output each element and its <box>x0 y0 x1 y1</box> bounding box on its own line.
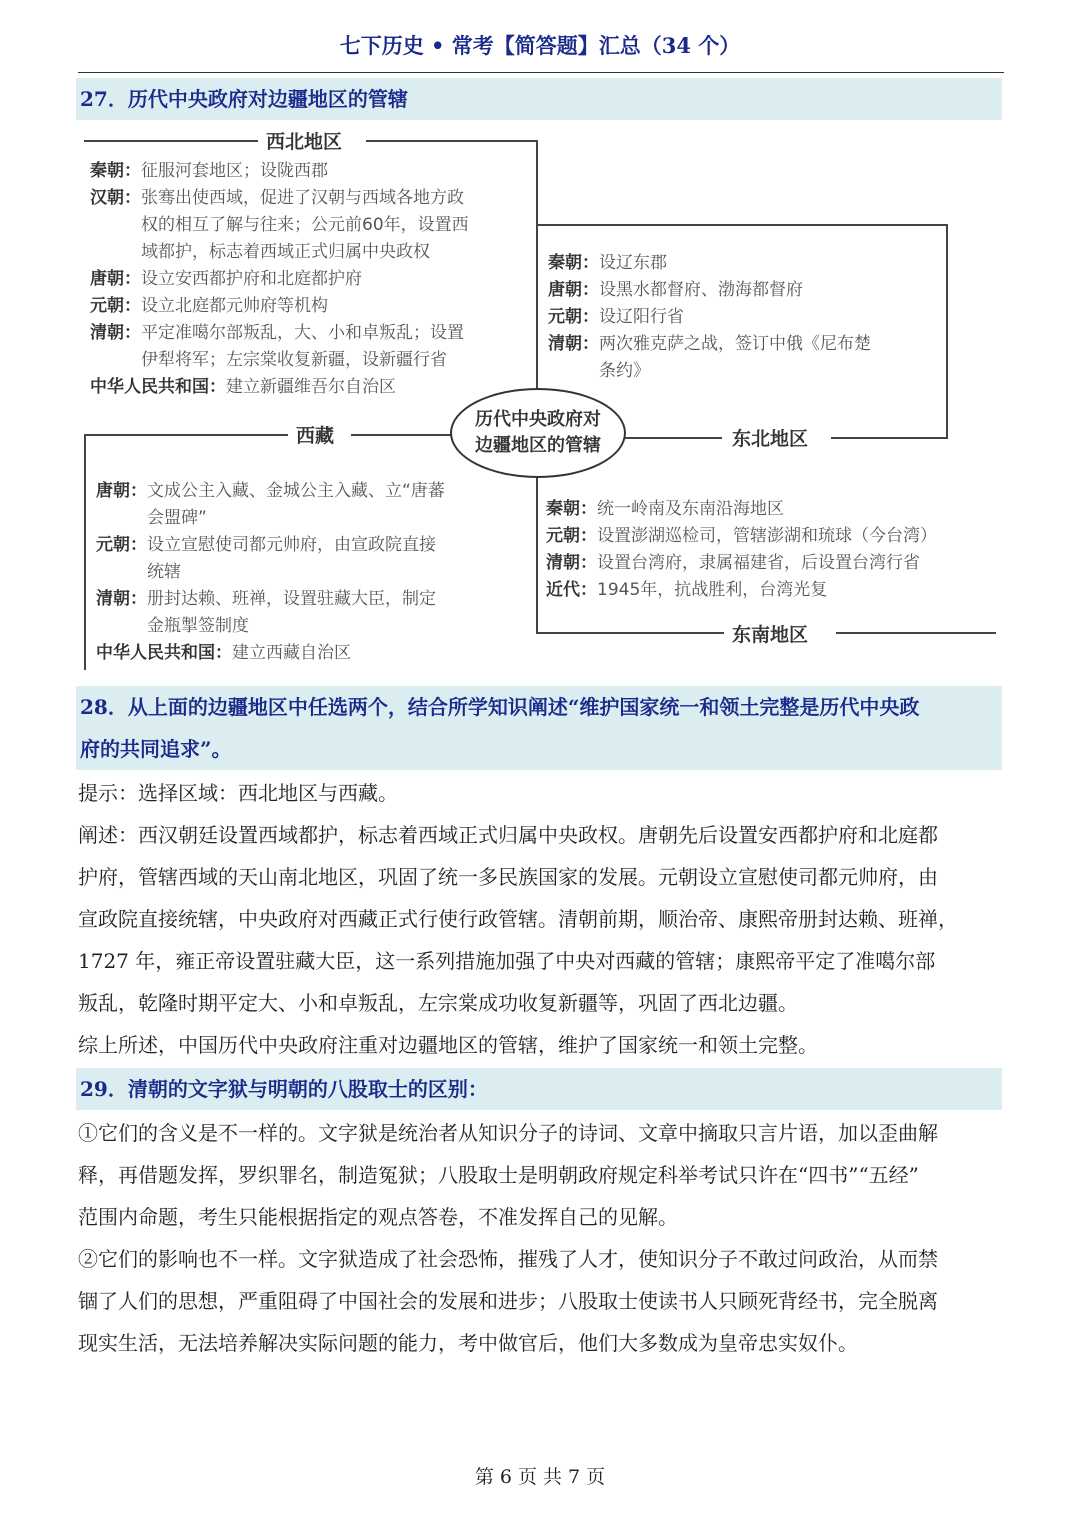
nw-entry: 权的相互了解与往来；公元前60年，设置西 <box>90 215 469 235</box>
region-label-northwest: 西北地区 <box>258 127 350 154</box>
ne-entry: 唐朝：设黑水都督府、渤海都督府 <box>548 280 803 300</box>
question-28-title <box>76 686 1002 770</box>
ne-top-line <box>536 224 946 226</box>
northeast-entries <box>548 250 938 385</box>
answer-line: 现实生活，无法培养解决实际问题的能力，考中做官后，他们大多数成为皇帝忠实奴仆。 <box>78 1331 858 1355</box>
center-to-ne-line <box>622 437 722 439</box>
page-header-title: 七下历史 • 常考【简答题】汇总（34 个） <box>339 33 741 58</box>
tibet-vertical-line <box>84 434 86 670</box>
tibet-entries <box>96 478 526 667</box>
answer-line: 宣政院直接统辖，中央政府对西藏正式行使行政管辖。清朝前期，顺治帝、康熙帝册封达赖、班禅， <box>78 907 958 931</box>
tibet-entry: 金瓶掣签制度 <box>96 616 249 636</box>
frontier-mindmap <box>76 124 1006 672</box>
nw-entry: 域都护，标志着西域正式归属中央政权 <box>90 242 430 262</box>
se-entry: 秦朝：统一岭南及东南沿海地区 <box>546 499 784 519</box>
answer-line: 护府，管辖西域的天山南北地区，巩固了统一多民族国家的发展。元朝设立宣慰使司都元帅府，由 <box>78 865 938 889</box>
tibet-entry: 唐朝：文成公主入藏、金城公主入藏、立“唐蕃 <box>96 481 445 501</box>
question-28-title-line1: 28．从上面的边疆地区中任选两个，结合所学知识阐述“维护国家统一和领土完整是历代中央政 <box>80 695 920 719</box>
tibet-entry: 中华人民共和国：建立西藏自治区 <box>96 643 351 663</box>
tibet-right-line <box>351 434 451 436</box>
region-label-southeast: 东南地区 <box>724 620 816 647</box>
nw-top-line-right <box>366 140 536 142</box>
nw-entry: 元朝：设立北庭都元帅府等机构 <box>90 296 328 316</box>
question-29-title: 29．清朝的文字狱与明朝的八股取士的区别： <box>76 1068 1002 1110</box>
nw-entry: 伊犁将军；左宗棠收复新疆，设新疆行省 <box>90 350 447 370</box>
answer-line: 提示：选择区域：西北地区与西藏。 <box>78 781 398 805</box>
se-connector <box>536 472 538 634</box>
ne-right-line <box>946 224 948 438</box>
answer-line: 锢了人们的思想，严重阻碍了中国社会的发展和进步；八股取士使读书人只顾死背经书，完全脱离 <box>78 1289 938 1313</box>
nw-entry: 清朝：平定准噶尔部叛乱，大、小和卓叛乱；设置 <box>90 323 464 343</box>
answer-line: 释，再借题发挥，罗织罪名，制造冤狱；八股取士是明朝政府规定科举考试只许在“四书”“五经” <box>78 1163 919 1187</box>
ne-entry: 清朝：两次雅克萨之战，签订中俄《尼布楚 <box>548 334 871 354</box>
nw-entry: 汉朝：张骞出使西域，促进了汉朝与西域各地方政 <box>90 188 464 208</box>
answer-line: ②它们的影响也不一样。文字狱造成了社会恐怖，摧残了人才，使知识分子不敢过问政治，从而禁 <box>78 1247 938 1271</box>
nw-entry: 唐朝：设立安西都护府和北庭都护府 <box>90 269 362 289</box>
tibet-entry: 统辖 <box>96 562 181 582</box>
nw-entry: 中华人民共和国：建立新疆维吾尔自治区 <box>90 377 396 397</box>
southeast-entries <box>546 496 1002 604</box>
ne-entry: 秦朝：设辽东郡 <box>548 253 667 273</box>
se-entry: 清朝：设置台湾府，隶属福建省，后设置台湾行省 <box>546 553 920 573</box>
se-bottom-line-right <box>836 632 996 634</box>
page-footer: 第 6 页 共 7 页 <box>474 1466 606 1488</box>
nw-top-line-left <box>84 140 266 142</box>
northwest-entries <box>90 158 530 401</box>
answer-line: 1727 年，雍正帝设置驻藏大臣，这一系列措施加强了中央对西藏的管辖；康熙帝平定了准噶尔部 <box>78 949 936 973</box>
center-topic-line2: 边疆地区的管辖 <box>475 435 601 456</box>
se-entry: 元朝：设置澎湖巡检司，管辖澎湖和琉球（今台湾） <box>546 526 937 546</box>
tibet-left-line <box>86 434 294 436</box>
region-label-tibet: 西藏 <box>288 421 342 448</box>
header-divider <box>78 72 1004 73</box>
ne-bottom-line <box>831 437 948 439</box>
ne-entry: 条约》 <box>548 361 650 381</box>
question-28-title-line2: 府的共同追求”。 <box>80 737 232 761</box>
tibet-entry: 元朝：设立宣慰使司都元帅府，由宣政院直接 <box>96 535 436 555</box>
region-label-northeast: 东北地区 <box>724 424 816 451</box>
nw-entry: 秦朝：征服河套地区；设陇西郡 <box>90 161 328 181</box>
se-bottom-line-left <box>536 632 726 634</box>
question-29-answer <box>78 1112 1004 1364</box>
center-topic-oval <box>450 388 626 478</box>
center-topic-line1: 历代中央政府对 <box>475 409 601 430</box>
tibet-entry: 清朝：册封达赖、班禅，设置驻藏大臣，制定 <box>96 589 436 609</box>
answer-line: 综上所述，中国历代中央政府注重对边疆地区的管辖，维护了国家统一和领土完整。 <box>78 1033 818 1057</box>
answer-line: 阐述：西汉朝廷设置西域都护，标志着西域正式归属中央政权。唐朝先后设置安西都护府和北庭都 <box>78 823 938 847</box>
se-entry: 近代：1945年，抗战胜利，台湾光复 <box>546 580 828 600</box>
question-27-title: 27．历代中央政府对边疆地区的管辖 <box>76 78 1002 120</box>
answer-line: 叛乱，乾隆时期平定大、小和卓叛乱，左宗棠成功收复新疆等，巩固了西北边疆。 <box>78 991 798 1015</box>
tibet-entry: 会盟碑” <box>96 508 207 528</box>
answer-line: 范围内命题，考生只能根据指定的观点答卷，不准发挥自己的见解。 <box>78 1205 678 1229</box>
ne-entry: 元朝：设辽阳行省 <box>548 307 684 327</box>
nw-connector <box>536 140 538 390</box>
answer-line: ①它们的含义是不一样的。文字狱是统治者从知识分子的诗词、文章中摘取只言片语，加以歪曲解 <box>78 1121 938 1145</box>
question-28-answer <box>78 772 1004 1066</box>
